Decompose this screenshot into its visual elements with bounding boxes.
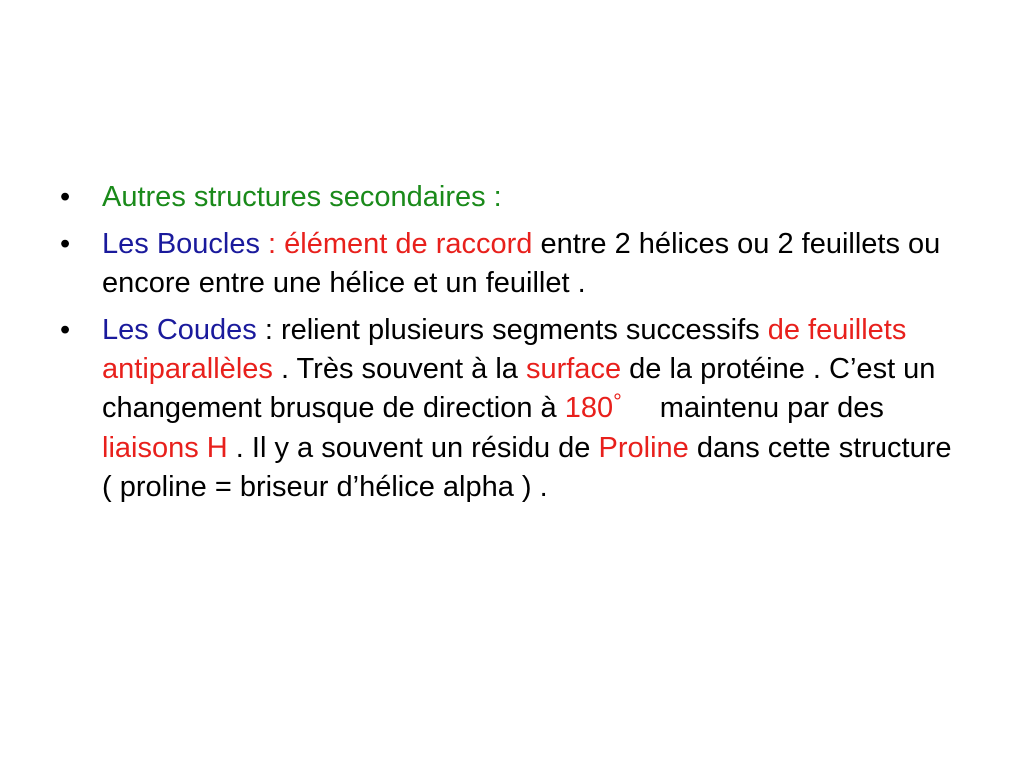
bullet-text (102, 314, 952, 503)
text-segment: : relient plusieurs segments successifs (256, 314, 768, 346)
text-segment: Les Coudes (102, 314, 257, 346)
degree-symbol: ° (613, 389, 622, 415)
bullet-icon: • (60, 314, 71, 346)
text-segment: : élément de raccord (268, 228, 533, 260)
bullet-list (60, 178, 960, 515)
text-segment: entre 2 hélices ou 2 feuillets ou encore entre une hélice et un feuillet . (102, 228, 941, 299)
bullet-item-les-coudes (60, 311, 960, 507)
text-segment: liaisons H (102, 432, 228, 464)
text-segment: Les Boucles (102, 228, 269, 260)
text-segment: Autres structures secondaires : (102, 181, 502, 213)
bullet-item-les-boucles (60, 225, 960, 303)
text-segment: surface (525, 353, 622, 385)
text-segment: . Très souvent à la (272, 353, 526, 385)
text-segment: . Il y a souvent un résidu de (227, 432, 599, 464)
bullet-item-autres-structures (60, 178, 960, 217)
text-segment: maintenu par des (659, 392, 884, 424)
text-segment: de la protéine . C’est un changement brusque de direction à (102, 353, 936, 424)
text-segment: Proline (598, 432, 689, 464)
text-segment: 180 (564, 392, 614, 424)
text-segment: dans cette structure ( proline = briseur d’hélice alpha ) . (102, 432, 952, 503)
bullet-text (102, 181, 502, 213)
text-segment: de feuillets antiparallèles (102, 314, 907, 385)
bullet-text (102, 228, 940, 299)
bullet-icon: • (60, 181, 71, 213)
bullet-icon: • (60, 228, 71, 260)
